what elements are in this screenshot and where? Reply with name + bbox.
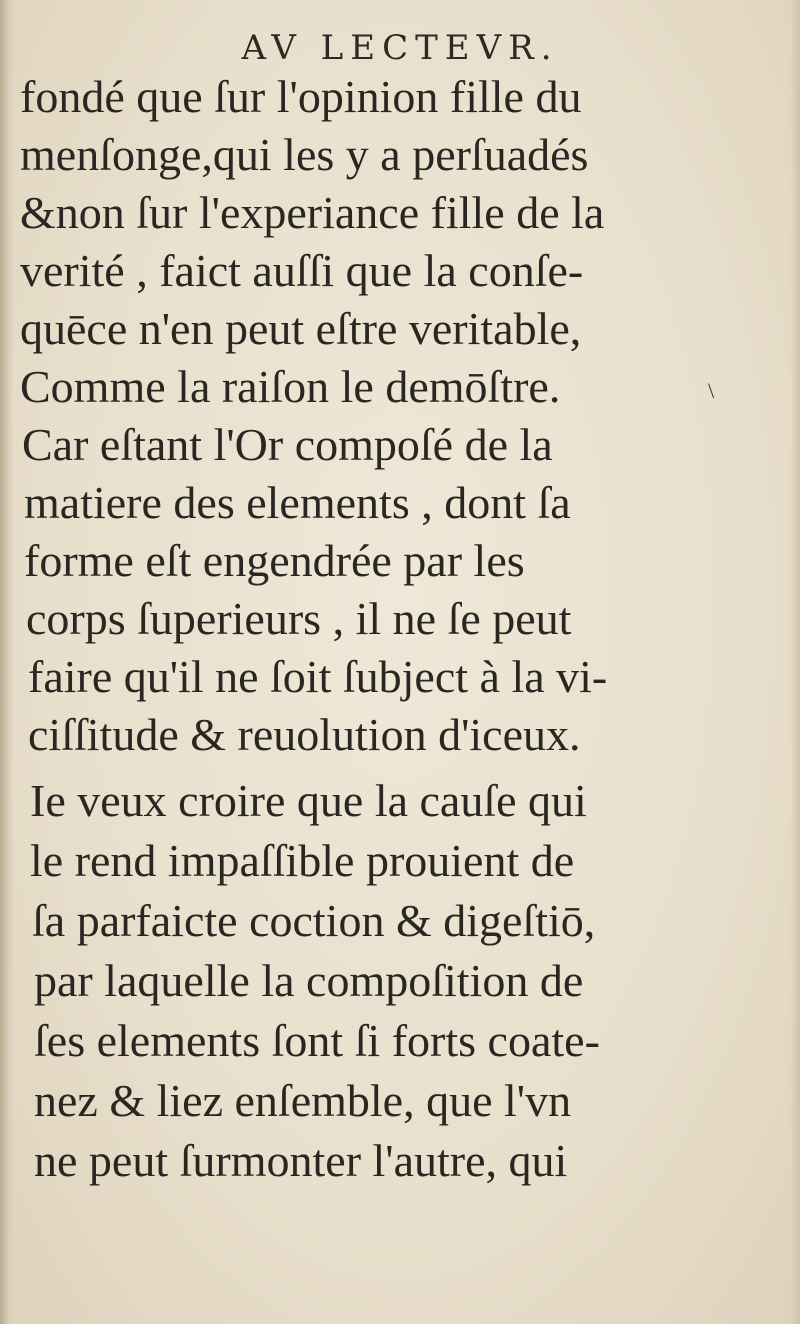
text-line: ciſſitude & reuolution d'iceux.: [28, 709, 581, 760]
text-line: &non ſur l'experiance fille de la: [20, 187, 605, 238]
text-line: fondé que ſur l'opinion fille du: [20, 71, 582, 122]
text-line: le rend impaſſible prouient de: [30, 835, 575, 886]
text-line: menſonge,qui les y a perſuadés: [20, 129, 589, 180]
text-line: verité , faict auſſi que la conſe-: [20, 245, 584, 296]
text-line: corps ſuperieurs , il ne ſe peut: [26, 593, 572, 644]
text-line: Ie veux croire que la cauſe qui: [30, 775, 587, 826]
text-line: quēce n'en peut eſtre veritable,: [20, 303, 582, 354]
text-line: forme eſt engendrée par les: [24, 535, 525, 586]
text-line: Comme la raiſon le demōſtre.: [20, 361, 561, 412]
gutter-shadow: [0, 0, 14, 1324]
text-line: faire qu'il ne ſoit ſubject à la vi-: [28, 651, 608, 702]
text-line: ſa parfaicte coction & digeſtiō,: [32, 895, 596, 946]
text-line: ſes elements ſont ſi forts coate-: [34, 1015, 600, 1066]
text-line: ne peut ſurmonter l'autre, qui: [34, 1135, 568, 1186]
page-edge: [790, 0, 800, 1324]
text-line: par laquelle la compoſition de: [34, 955, 584, 1006]
text-line: matiere des elements , dont ſa: [24, 477, 571, 528]
stray-ink-mark: \: [708, 378, 715, 403]
text-line: nez & liez enſemble, que l'vn: [34, 1075, 572, 1126]
running-head: AV LECTEVR.: [241, 28, 559, 68]
text-line: Car eſtant l'Or compoſé de la: [22, 419, 553, 470]
